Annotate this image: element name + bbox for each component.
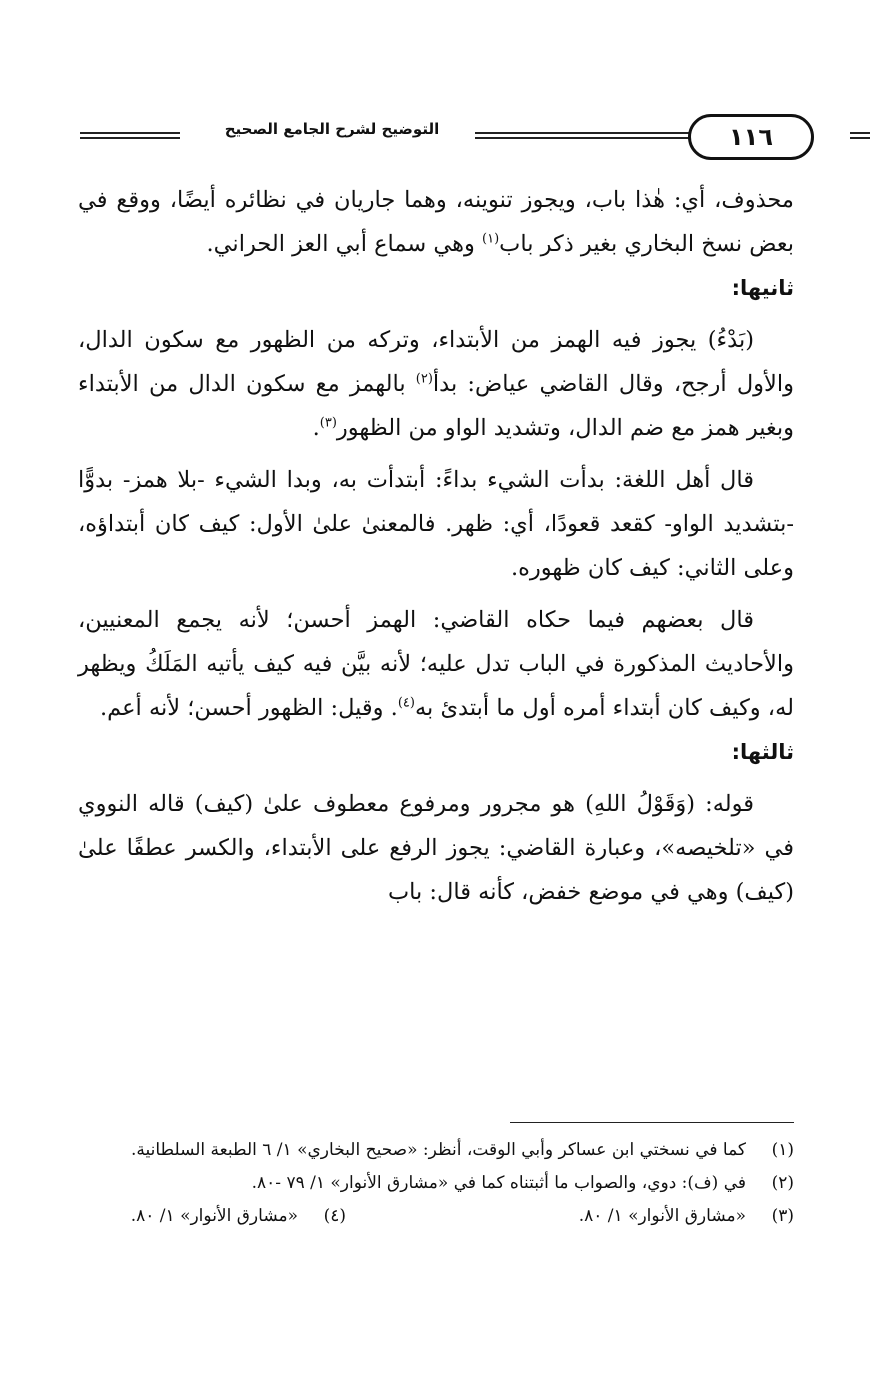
footnote-ref-3[interactable]: (٣) bbox=[319, 415, 337, 431]
paragraph-5: قوله: (وَقَوْلُ اللهِ) هو مجرور ومرفوع معطوف علىٰ (كيف) قاله النووي في «تلخيصه»، وعبارة القاضي: يجوز الرفع على الأبتداء، والكسر عطفًا علىٰ (كيف) وهي في موضع خفض، كأنه قال: باب bbox=[78, 791, 794, 905]
paragraph-2: (بَدْءُ) يجوز فيه الهمز من الأبتداء، وتركه من الظهور مع سكون الدال، والأول أرجح، وقال القاضي عياض: بدأ$^{(٢)}$ بالهمز مع سكون الدال من الأبتداء وبغير همز مع ضم الدال، وتشديد الواو من الظهور$^{(٣)}$. bbox=[78, 327, 795, 441]
page-header bbox=[70, 112, 798, 160]
paragraph-3: قال أهل اللغة: بدأت الشيء بداءً: أبتدأت به، وبدا الشيء -بلا همز- بدوًّا -بتشديد الواو- كقعد قعودًا، أي: ظهر. فالمعنىٰ علىٰ الأول: كيف كان أبتداؤه، وعلى الثاني: كيف كان ظهوره. bbox=[78, 467, 794, 581]
section-heading-2: ثانيها: bbox=[731, 276, 794, 300]
footnotes bbox=[78, 1134, 794, 1233]
footnote-ref-1[interactable]: (١) bbox=[482, 231, 500, 247]
footnote-3: (٣)«مشارق الأنوار» ١/ ٨٠. bbox=[578, 1206, 794, 1226]
section-heading-3: ثالثها: bbox=[731, 740, 794, 764]
footnote-ref-4[interactable]: (٤) bbox=[397, 695, 415, 711]
footnote-1: (١)كما في نسختي ابن عساكر وأبي الوقت، أنظر: «صحيح البخاري» ١/ ٦ الطبعة السلطانية. bbox=[130, 1140, 794, 1160]
footnote-4: (٤)«مشارق الأنوار» ١/ ٨٠. bbox=[130, 1206, 346, 1226]
paragraph-1: محذوف، أي: هٰذا باب، ويجوز تنوينه، وهما جاريان في نظائره أيضًا، ووقع في بعض نسخ البخاري بغير ذكر باب$^{(١)}$ وهي سماع أبي العز الحراني. bbox=[78, 187, 794, 257]
header-rule-left bbox=[80, 132, 180, 139]
page-number: ١١٦ bbox=[688, 114, 814, 160]
paragraph-4: قال بعضهم فيما حكاه القاضي: الهمز أحسن؛ لأنه يجمع المعنيين، والأحاديث المذكورة في الباب تدل عليه؛ لأنه بيَّن فيه كيف يأتيه المَلَكُ ويظهر له، وكيف كان أبتداء أمره أول ما أبتدئ به$^{(٤)}$. وقيل: الظهور أحسن؛ لأنه أعم. bbox=[78, 607, 794, 721]
footnote-separator bbox=[510, 1122, 794, 1123]
footnote-2: (٢)في (ف): دوي، والصواب ما أثبتناه كما في «مشارق الأنوار» ١/ ٧٩ -٨٠. bbox=[251, 1173, 794, 1193]
footnote-row bbox=[78, 1200, 794, 1233]
main-text bbox=[78, 178, 794, 914]
header-rule-right bbox=[850, 132, 870, 139]
footnote-ref-2[interactable]: (٢) bbox=[415, 371, 433, 387]
running-title: التوضيح لشرح الجامع الصحيح bbox=[224, 120, 440, 138]
